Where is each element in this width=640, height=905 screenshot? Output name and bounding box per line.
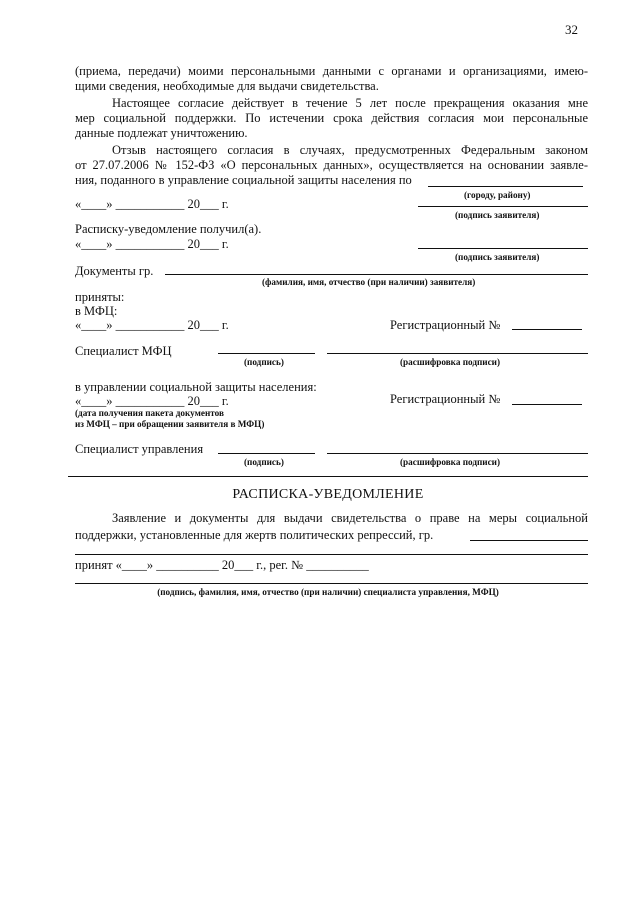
city-hint: (городу, району) <box>464 190 531 200</box>
receipt-name-line-2 <box>75 554 588 555</box>
separator-line <box>68 476 588 477</box>
consent-line-5: данные подлежат уничтожению. <box>75 126 248 140</box>
receipt-received: Расписку-уведомление получил(а). <box>75 222 262 236</box>
receipt-accepted: принят «____» __________ 20___ г., рег. № __________ <box>75 558 369 572</box>
name-hint: (фамилия, имя, отчество (при наличии) заявителя) <box>262 277 476 287</box>
date-received-hint-2: из МФЦ – при обращении заявителя в МФЦ) <box>75 419 265 429</box>
city-line <box>428 186 583 187</box>
signature-hint-1: (подпись заявителя) <box>455 210 540 220</box>
date-mfc: «____» ___________ 20___ г. <box>75 318 229 332</box>
specialist-usz-label: Специалист управления <box>75 442 204 456</box>
mfc-decoding-hint: (расшифровка подписи) <box>400 357 501 367</box>
specialist-mfc-label: Специалист МФЦ <box>75 344 172 358</box>
usz-signature-line <box>218 453 315 454</box>
in-mfc-label: в МФЦ: <box>75 304 118 318</box>
receipt-title: РАСПИСКА-УВЕДОМЛЕНИЕ <box>232 487 424 502</box>
page-number: 32 <box>565 22 578 37</box>
consent-line-7: от 27.07.2006 № 152-ФЗ «О персональных данных», осуществляется на основании заявле- <box>75 158 588 172</box>
receipt-signature-line <box>75 583 588 584</box>
usz-decoding-line <box>327 453 588 454</box>
mfc-signature-hint: (подпись) <box>244 357 284 367</box>
usz-signature-hint: (подпись) <box>244 457 284 467</box>
consent-line-4: мер социальной поддержки. По истечении срока действия согласия мои персональные <box>75 111 588 125</box>
mfc-decoding-line <box>327 353 588 354</box>
accepted-label: приняты: <box>75 290 125 304</box>
date-2: «____» ___________ 20___ г. <box>75 237 229 251</box>
documents-label: Документы гр. <box>75 264 154 278</box>
consent-line-1: (приема, передачи) моими персональными данными с органами и организациями, имею- <box>75 64 588 78</box>
signature-line-1 <box>418 206 588 207</box>
receipt-specialist-hint: (подпись, фамилия, имя, отчество (при наличии) специалиста управления, МФЦ) <box>157 587 499 597</box>
reg-no-line-1 <box>512 329 582 330</box>
usz-decoding-hint: (расшифровка подписи) <box>400 457 501 467</box>
consent-line-8: ния, поданного в управление социальной защиты населения по <box>75 173 412 187</box>
date-usz: «____» ___________ 20___ г. <box>75 394 229 408</box>
in-usz-label: в управлении социальной защиты населения: <box>75 380 317 394</box>
date-1: «____» ___________ 20___ г. <box>75 197 229 211</box>
date-received-hint-1: (дата получения пакета документов <box>75 408 224 418</box>
consent-line-6: Отзыв настоящего согласия в случаях, предусмотренных Федеральным законом <box>112 143 588 157</box>
receipt-name-line <box>470 540 588 541</box>
receipt-line-2: поддержки, установленные для жертв политических репрессий, гр. <box>75 528 434 542</box>
consent-line-2: щими сведения, необходимые для выдачи свидетельства. <box>75 79 379 93</box>
signature-line-2 <box>418 248 588 249</box>
receipt-line-1: Заявление и документы для выдачи свидетельства о праве на меры социальной <box>112 511 588 525</box>
signature-hint-2: (подпись заявителя) <box>455 252 540 262</box>
reg-no-line-2 <box>512 404 582 405</box>
consent-line-3: Настоящее согласие действует в течение 5 лет после прекращения оказания мне <box>112 96 588 110</box>
reg-no-label-1: Регистрационный № <box>390 318 501 332</box>
name-line <box>165 274 588 275</box>
mfc-signature-line <box>218 353 315 354</box>
reg-no-label-2: Регистрационный № <box>390 392 501 406</box>
